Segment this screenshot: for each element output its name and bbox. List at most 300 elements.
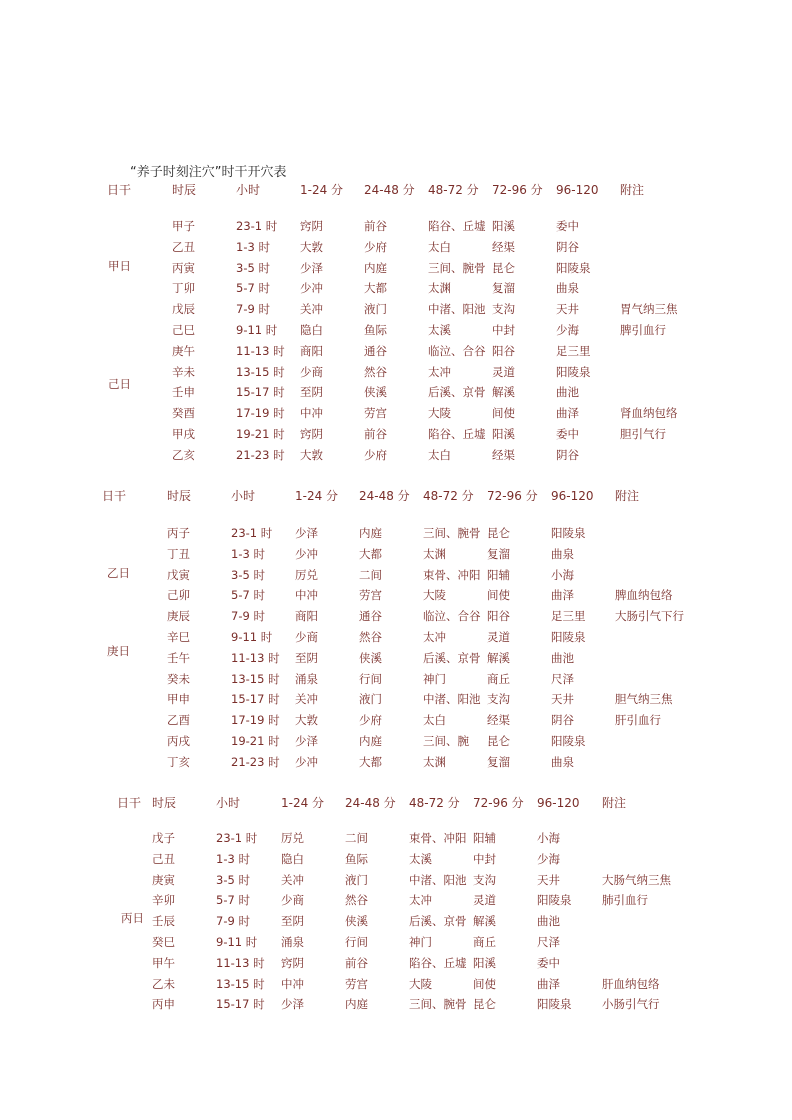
seg-48-72-cell: 后溪、京骨 xyxy=(423,650,481,665)
seg-48-72-cell: 大陵 xyxy=(409,976,432,991)
seg-48-72-cell: 大陵 xyxy=(423,588,446,603)
seg-1-24-cell: 少泽 xyxy=(281,997,304,1012)
seg-48-72-header: 48-72 分 xyxy=(423,489,474,503)
seg-96-120-cell: 尺泽 xyxy=(537,935,560,949)
seg-1-24-cell: 窍阴 xyxy=(300,219,323,233)
seg-1-24-cell: 至阴 xyxy=(281,914,304,929)
seg-1-24-cell: 窍阴 xyxy=(300,427,323,441)
seg-48-72-cell: 神门 xyxy=(409,935,432,949)
table-row xyxy=(0,447,792,463)
table-header xyxy=(0,795,792,811)
shichen-cell: 甲子 xyxy=(172,219,195,233)
seg-24-48-header: 24-48 分 xyxy=(364,183,415,197)
seg-96-120-cell: 阳陵泉 xyxy=(537,997,572,1012)
seg-96-120-cell: 少海 xyxy=(537,851,560,866)
note-cell: 肝引血行 xyxy=(615,713,661,728)
shichen-cell: 丙寅 xyxy=(172,260,195,275)
seg-72-96-cell: 商丘 xyxy=(487,671,510,686)
shichen-cell: 辛巳 xyxy=(167,630,190,644)
seg-24-48-cell: 然谷 xyxy=(345,893,368,908)
seg-72-96-cell: 阳溪 xyxy=(492,219,515,233)
hour-range-cell: 15-17 时 xyxy=(216,997,265,1012)
shichen-cell: 丁卯 xyxy=(172,281,195,296)
seg-1-24-cell: 关冲 xyxy=(295,692,318,707)
table-row xyxy=(0,384,792,400)
seg-24-48-cell: 鱼际 xyxy=(345,851,368,866)
seg-48-72-cell: 太渊 xyxy=(423,546,446,561)
table-row xyxy=(0,892,792,908)
seg-24-48-cell: 前谷 xyxy=(364,219,387,233)
seg-24-48-header: 24-48 分 xyxy=(345,796,396,810)
seg-24-48-cell: 内庭 xyxy=(359,734,382,748)
day-stem-label: 乙日 xyxy=(107,566,130,580)
seg-96-120-cell: 天井 xyxy=(537,872,560,887)
seg-24-48-cell: 大都 xyxy=(359,754,382,769)
note-cell: 胆气纳三焦 xyxy=(615,692,673,707)
table-row xyxy=(0,671,792,687)
seg-1-24-header: 1-24 分 xyxy=(281,796,325,810)
seg-48-72-cell: 三间、腕骨 xyxy=(409,997,467,1012)
seg-24-48-cell: 侠溪 xyxy=(345,914,368,929)
hour-range-cell: 1-3 时 xyxy=(236,239,270,254)
seg-96-120-cell: 足三里 xyxy=(551,609,586,624)
seg-48-72-cell: 陷谷、丘墟 xyxy=(428,219,486,233)
seg-24-48-cell: 然谷 xyxy=(364,364,387,379)
shichen-cell: 甲午 xyxy=(152,955,175,970)
seg-24-48-cell: 侠溪 xyxy=(359,650,382,665)
seg-96-120-cell: 天井 xyxy=(556,302,579,317)
shichen-cell: 乙未 xyxy=(152,976,175,991)
seg-48-72-cell: 陷谷、丘墟 xyxy=(428,427,486,441)
table-row xyxy=(0,343,792,359)
seg-24-48-cell: 少府 xyxy=(364,239,387,254)
shichen-header: 时辰 xyxy=(152,796,177,810)
seg-72-96-cell: 阳溪 xyxy=(492,427,515,441)
seg-48-72-cell: 太溪 xyxy=(428,323,451,337)
shichen-cell: 壬午 xyxy=(167,650,190,665)
seg-96-120-cell: 阳陵泉 xyxy=(551,630,586,644)
seg-72-96-cell: 灵道 xyxy=(473,893,496,908)
hour-range-cell: 13-15 时 xyxy=(216,976,265,991)
seg-72-96-cell: 灵道 xyxy=(492,364,515,379)
seg-1-24-cell: 少冲 xyxy=(295,754,318,769)
hour-range-cell: 3-5 时 xyxy=(236,260,270,275)
table-row xyxy=(0,976,792,992)
seg-96-120-cell: 曲池 xyxy=(551,650,574,665)
seg-48-72-cell: 陷谷、丘墟 xyxy=(409,955,467,970)
seg-24-48-cell: 二间 xyxy=(359,567,382,582)
seg-1-24-cell: 少冲 xyxy=(295,546,318,561)
seg-72-96-cell: 复溜 xyxy=(487,754,510,769)
shichen-cell: 壬申 xyxy=(172,385,195,400)
seg-48-72-cell: 中渚、阳池 xyxy=(409,872,467,887)
shichen-cell: 甲戌 xyxy=(172,427,195,441)
table-header xyxy=(0,488,792,504)
table-row xyxy=(0,830,792,846)
day-stem-header: 日干 xyxy=(117,796,142,810)
seg-48-72-cell: 中渚、阳池 xyxy=(428,302,486,317)
shichen-cell: 庚辰 xyxy=(167,609,190,624)
hour-range-cell: 9-11 时 xyxy=(231,630,273,644)
seg-96-120-cell: 委中 xyxy=(556,219,579,233)
seg-1-24-cell: 大敦 xyxy=(300,239,323,254)
seg-24-48-cell: 前谷 xyxy=(364,427,387,441)
seg-1-24-cell: 中冲 xyxy=(295,588,318,603)
seg-72-96-cell: 昆仑 xyxy=(473,997,496,1012)
seg-48-72-cell: 太白 xyxy=(423,713,446,728)
note-cell: 大肠引气下行 xyxy=(615,609,684,624)
seg-24-48-header: 24-48 分 xyxy=(359,489,410,503)
seg-72-96-cell: 解溪 xyxy=(492,385,515,400)
seg-72-96-cell: 经渠 xyxy=(492,239,515,254)
seg-1-24-cell: 关冲 xyxy=(281,872,304,887)
note-cell: 胃气纳三焦 xyxy=(620,302,678,317)
shichen-header: 时辰 xyxy=(167,489,192,503)
seg-48-72-header: 48-72 分 xyxy=(409,796,460,810)
seg-1-24-cell: 少泽 xyxy=(300,260,323,275)
table-row xyxy=(0,608,792,624)
hour-range-cell: 23-1 时 xyxy=(216,831,258,845)
seg-72-96-cell: 阳溪 xyxy=(473,955,496,970)
seg-48-72-cell: 太冲 xyxy=(423,630,446,644)
seg-1-24-cell: 少商 xyxy=(295,630,318,644)
seg-72-96-cell: 昆仑 xyxy=(487,526,510,540)
seg-48-72-cell: 太冲 xyxy=(428,364,451,379)
table-header xyxy=(0,182,792,198)
seg-96-120-cell: 阳陵泉 xyxy=(556,364,591,379)
hour-range-cell: 5-7 时 xyxy=(236,281,270,296)
table-row xyxy=(0,567,792,583)
seg-96-120-header: 96-120 xyxy=(551,489,594,503)
seg-72-96-cell: 阳谷 xyxy=(487,609,510,624)
table-row xyxy=(0,629,792,645)
seg-24-48-cell: 前谷 xyxy=(345,955,368,970)
seg-1-24-cell: 商阳 xyxy=(295,609,318,624)
seg-48-72-cell: 太白 xyxy=(428,239,451,254)
hour-range-cell: 21-23 时 xyxy=(231,754,280,769)
table-row xyxy=(0,955,792,971)
seg-24-48-cell: 行间 xyxy=(359,671,382,686)
shichen-header: 时辰 xyxy=(172,183,197,197)
table-row xyxy=(0,587,792,603)
seg-48-72-header: 48-72 分 xyxy=(428,183,479,197)
seg-96-120-cell: 阳陵泉 xyxy=(551,734,586,748)
seg-72-96-cell: 经渠 xyxy=(487,713,510,728)
hour-range-cell: 9-11 时 xyxy=(216,935,258,949)
seg-48-72-cell: 束骨、冲阳 xyxy=(423,567,481,582)
hour-range-cell: 11-13 时 xyxy=(216,955,265,970)
seg-24-48-cell: 内庭 xyxy=(359,526,382,540)
seg-48-72-cell: 太渊 xyxy=(423,754,446,769)
seg-24-48-cell: 然谷 xyxy=(359,630,382,644)
table-row xyxy=(0,405,792,421)
seg-72-96-cell: 复溜 xyxy=(492,281,515,296)
shichen-cell: 己巳 xyxy=(172,323,195,337)
shichen-cell: 甲申 xyxy=(167,692,190,707)
seg-48-72-cell: 三间、腕骨 xyxy=(423,526,481,540)
seg-72-96-cell: 阳辅 xyxy=(487,567,510,582)
seg-48-72-cell: 太溪 xyxy=(409,851,432,866)
seg-24-48-cell: 液门 xyxy=(364,302,387,317)
shichen-cell: 己卯 xyxy=(167,588,190,603)
hour-range-cell: 7-9 时 xyxy=(231,609,265,624)
seg-48-72-cell: 太渊 xyxy=(428,281,451,296)
shichen-cell: 癸未 xyxy=(167,671,190,686)
hour-range-cell: 1-3 时 xyxy=(231,546,265,561)
seg-96-120-cell: 足三里 xyxy=(556,343,591,358)
seg-48-72-cell: 临泣、合谷 xyxy=(423,609,481,624)
seg-24-48-cell: 少府 xyxy=(359,713,382,728)
shichen-cell: 己丑 xyxy=(152,851,175,866)
shichen-cell: 乙亥 xyxy=(172,447,195,462)
seg-72-96-cell: 间使 xyxy=(473,976,496,991)
hour-range-cell: 11-13 时 xyxy=(231,650,280,665)
seg-48-72-cell: 后溪、京骨 xyxy=(409,914,467,929)
seg-1-24-cell: 少商 xyxy=(300,364,323,379)
seg-48-72-cell: 中渚、阳池 xyxy=(423,692,481,707)
seg-24-48-cell: 通谷 xyxy=(364,343,387,358)
hour-range-cell: 7-9 时 xyxy=(236,302,270,317)
seg-96-120-cell: 小海 xyxy=(537,831,560,845)
hour-range-cell: 13-15 时 xyxy=(236,364,285,379)
table-row xyxy=(0,934,792,950)
seg-72-96-cell: 昆仑 xyxy=(487,734,510,748)
hour-range-cell: 3-5 时 xyxy=(231,567,265,582)
seg-1-24-cell: 隐白 xyxy=(281,851,304,866)
seg-1-24-cell: 少冲 xyxy=(300,281,323,296)
seg-96-120-cell: 曲池 xyxy=(556,385,579,400)
seg-96-120-cell: 曲泽 xyxy=(551,588,574,603)
seg-1-24-cell: 商阳 xyxy=(300,343,323,358)
day-stem-header: 日干 xyxy=(102,489,127,503)
seg-1-24-cell: 厉兑 xyxy=(295,567,318,582)
day-stem-label: 丙日 xyxy=(121,911,144,925)
seg-24-48-cell: 二间 xyxy=(345,831,368,845)
hour-range-cell: 19-21 时 xyxy=(236,427,285,441)
seg-96-120-cell: 曲泉 xyxy=(551,754,574,769)
note-cell: 肝血纳包络 xyxy=(602,976,660,991)
seg-1-24-cell: 涌泉 xyxy=(295,671,318,686)
seg-24-48-cell: 少府 xyxy=(364,447,387,462)
seg-1-24-cell: 少泽 xyxy=(295,734,318,748)
seg-1-24-cell: 大敦 xyxy=(295,713,318,728)
seg-96-120-cell: 阴谷 xyxy=(551,713,574,728)
table-row xyxy=(0,996,792,1012)
note-cell: 大肠气纳三焦 xyxy=(602,872,671,887)
note-cell: 肾血纳包络 xyxy=(620,406,678,421)
shichen-cell: 乙丑 xyxy=(172,239,195,254)
seg-96-120-cell: 少海 xyxy=(556,323,579,337)
seg-1-24-cell: 厉兑 xyxy=(281,831,304,845)
table-row xyxy=(0,754,792,770)
seg-96-120-cell: 曲池 xyxy=(537,914,560,929)
seg-1-24-cell: 中冲 xyxy=(281,976,304,991)
seg-72-96-cell: 昆仑 xyxy=(492,260,515,275)
hour-range-cell: 15-17 时 xyxy=(236,385,285,400)
seg-72-96-cell: 复溜 xyxy=(487,546,510,561)
seg-96-120-cell: 阳陵泉 xyxy=(551,526,586,540)
seg-96-120-cell: 阳陵泉 xyxy=(537,893,572,908)
note-header: 附注 xyxy=(615,489,640,503)
hour-range-cell: 1-3 时 xyxy=(216,851,250,866)
seg-96-120-header: 96-120 xyxy=(556,183,599,197)
table-row xyxy=(0,218,792,234)
table-row xyxy=(0,872,792,888)
shichen-cell: 庚午 xyxy=(172,343,195,358)
seg-1-24-cell: 少泽 xyxy=(295,526,318,540)
seg-24-48-cell: 劳宫 xyxy=(359,588,382,603)
seg-24-48-cell: 劳宫 xyxy=(364,406,387,421)
seg-96-120-cell: 曲泉 xyxy=(551,546,574,561)
seg-72-96-cell: 支沟 xyxy=(487,692,510,707)
shichen-cell: 庚寅 xyxy=(152,872,175,887)
seg-1-24-header: 1-24 分 xyxy=(295,489,339,503)
seg-96-120-cell: 委中 xyxy=(556,427,579,441)
seg-1-24-cell: 大敦 xyxy=(300,447,323,462)
seg-96-120-cell: 天井 xyxy=(551,692,574,707)
page-title: “养子时刻注穴”时干开穴表 xyxy=(130,165,287,180)
seg-96-120-cell: 阴谷 xyxy=(556,447,579,462)
seg-72-96-cell: 灵道 xyxy=(487,630,510,644)
seg-72-96-cell: 阳谷 xyxy=(492,343,515,358)
shichen-cell: 戊辰 xyxy=(172,302,195,317)
seg-96-120-cell: 阳陵泉 xyxy=(556,260,591,275)
seg-96-120-header: 96-120 xyxy=(537,796,580,810)
hour-range-cell: 7-9 时 xyxy=(216,914,250,929)
seg-72-96-cell: 间使 xyxy=(492,406,515,421)
seg-96-120-cell: 阴谷 xyxy=(556,239,579,254)
seg-72-96-header: 72-96 分 xyxy=(487,489,538,503)
seg-48-72-cell: 太冲 xyxy=(409,893,432,908)
seg-48-72-cell: 太白 xyxy=(428,447,451,462)
seg-1-24-cell: 至阴 xyxy=(300,385,323,400)
table-row xyxy=(0,364,792,380)
seg-24-48-cell: 通谷 xyxy=(359,609,382,624)
seg-24-48-cell: 侠溪 xyxy=(364,385,387,400)
seg-48-72-cell: 临泣、合谷 xyxy=(428,343,486,358)
seg-24-48-cell: 大都 xyxy=(359,546,382,561)
shichen-cell: 丁丑 xyxy=(167,546,190,561)
day-stem-label: 己日 xyxy=(108,377,131,391)
note-cell: 胆引气行 xyxy=(620,427,666,441)
hour-range-cell: 5-7 时 xyxy=(216,893,250,908)
seg-1-24-cell: 中冲 xyxy=(300,406,323,421)
table-row xyxy=(0,426,792,442)
seg-1-24-cell: 关冲 xyxy=(300,302,323,317)
hour-header: 小时 xyxy=(216,796,241,810)
table-row xyxy=(0,280,792,296)
seg-72-96-cell: 阳辅 xyxy=(473,831,496,845)
seg-72-96-cell: 间使 xyxy=(487,588,510,603)
seg-48-72-cell: 后溪、京骨 xyxy=(428,385,486,400)
shichen-cell: 戊子 xyxy=(152,831,175,845)
day-stem-label: 甲日 xyxy=(108,259,131,273)
shichen-cell: 戊寅 xyxy=(167,567,190,582)
hour-range-cell: 9-11 时 xyxy=(236,323,278,337)
shichen-cell: 乙酉 xyxy=(167,713,190,728)
seg-96-120-cell: 委中 xyxy=(537,955,560,970)
hour-range-cell: 17-19 时 xyxy=(236,406,285,421)
seg-1-24-cell: 涌泉 xyxy=(281,935,304,949)
note-header: 附注 xyxy=(602,796,627,810)
table-row xyxy=(0,650,792,666)
seg-24-48-cell: 液门 xyxy=(345,872,368,887)
seg-24-48-cell: 内庭 xyxy=(345,997,368,1012)
hour-range-cell: 15-17 时 xyxy=(231,692,280,707)
table-row xyxy=(0,546,792,562)
seg-48-72-cell: 大陵 xyxy=(428,406,451,421)
seg-96-120-cell: 曲泉 xyxy=(556,281,579,296)
seg-24-48-cell: 劳宫 xyxy=(345,976,368,991)
seg-24-48-cell: 内庭 xyxy=(364,260,387,275)
seg-48-72-cell: 三间、腕骨 xyxy=(428,260,486,275)
table-row xyxy=(0,301,792,317)
hour-range-cell: 23-1 时 xyxy=(236,219,278,233)
seg-72-96-cell: 中封 xyxy=(473,851,496,866)
seg-24-48-cell: 液门 xyxy=(359,692,382,707)
hour-range-cell: 19-21 时 xyxy=(231,734,280,748)
shichen-cell: 壬辰 xyxy=(152,914,175,929)
seg-96-120-cell: 小海 xyxy=(551,567,574,582)
seg-72-96-cell: 中封 xyxy=(492,323,515,337)
seg-24-48-cell: 行间 xyxy=(345,935,368,949)
seg-1-24-header: 1-24 分 xyxy=(300,183,344,197)
seg-72-96-cell: 支沟 xyxy=(492,302,515,317)
hour-range-cell: 5-7 时 xyxy=(231,588,265,603)
seg-48-72-cell: 神门 xyxy=(423,671,446,686)
shichen-cell: 辛未 xyxy=(172,364,195,379)
note-cell: 脾血纳包络 xyxy=(615,588,673,603)
seg-72-96-cell: 经渠 xyxy=(492,447,515,462)
seg-96-120-cell: 曲泽 xyxy=(537,976,560,991)
seg-72-96-header: 72-96 分 xyxy=(492,183,543,197)
shichen-cell: 辛卯 xyxy=(152,893,175,908)
seg-72-96-header: 72-96 分 xyxy=(473,796,524,810)
table-row xyxy=(0,913,792,929)
table-row xyxy=(0,851,792,867)
hour-header: 小时 xyxy=(231,489,256,503)
shichen-cell: 丙申 xyxy=(152,997,175,1012)
seg-72-96-cell: 解溪 xyxy=(473,914,496,929)
seg-72-96-cell: 解溪 xyxy=(487,650,510,665)
note-cell: 肺引血行 xyxy=(602,893,648,908)
note-cell: 小肠引气行 xyxy=(602,997,660,1012)
seg-48-72-cell: 三间、腕 xyxy=(423,734,469,748)
shichen-cell: 丙子 xyxy=(167,526,190,540)
shichen-cell: 癸酉 xyxy=(172,406,195,421)
shichen-cell: 丁亥 xyxy=(167,754,190,769)
hour-range-cell: 17-19 时 xyxy=(231,713,280,728)
hour-range-cell: 21-23 时 xyxy=(236,447,285,462)
hour-range-cell: 3-5 时 xyxy=(216,872,250,887)
shichen-cell: 丙戌 xyxy=(167,734,190,748)
shichen-cell: 癸巳 xyxy=(152,935,175,949)
seg-1-24-cell: 少商 xyxy=(281,893,304,908)
seg-24-48-cell: 大都 xyxy=(364,281,387,296)
seg-48-72-cell: 束骨、冲阳 xyxy=(409,831,467,845)
seg-24-48-cell: 鱼际 xyxy=(364,323,387,337)
note-header: 附注 xyxy=(620,183,645,197)
table-row xyxy=(0,733,792,749)
seg-72-96-cell: 商丘 xyxy=(473,935,496,949)
hour-header: 小时 xyxy=(236,183,261,197)
day-stem-header: 日干 xyxy=(107,183,132,197)
note-cell: 脾引血行 xyxy=(620,323,666,337)
seg-1-24-cell: 隐白 xyxy=(300,323,323,337)
hour-range-cell: 11-13 时 xyxy=(236,343,285,358)
table-row xyxy=(0,525,792,541)
table-row xyxy=(0,691,792,707)
